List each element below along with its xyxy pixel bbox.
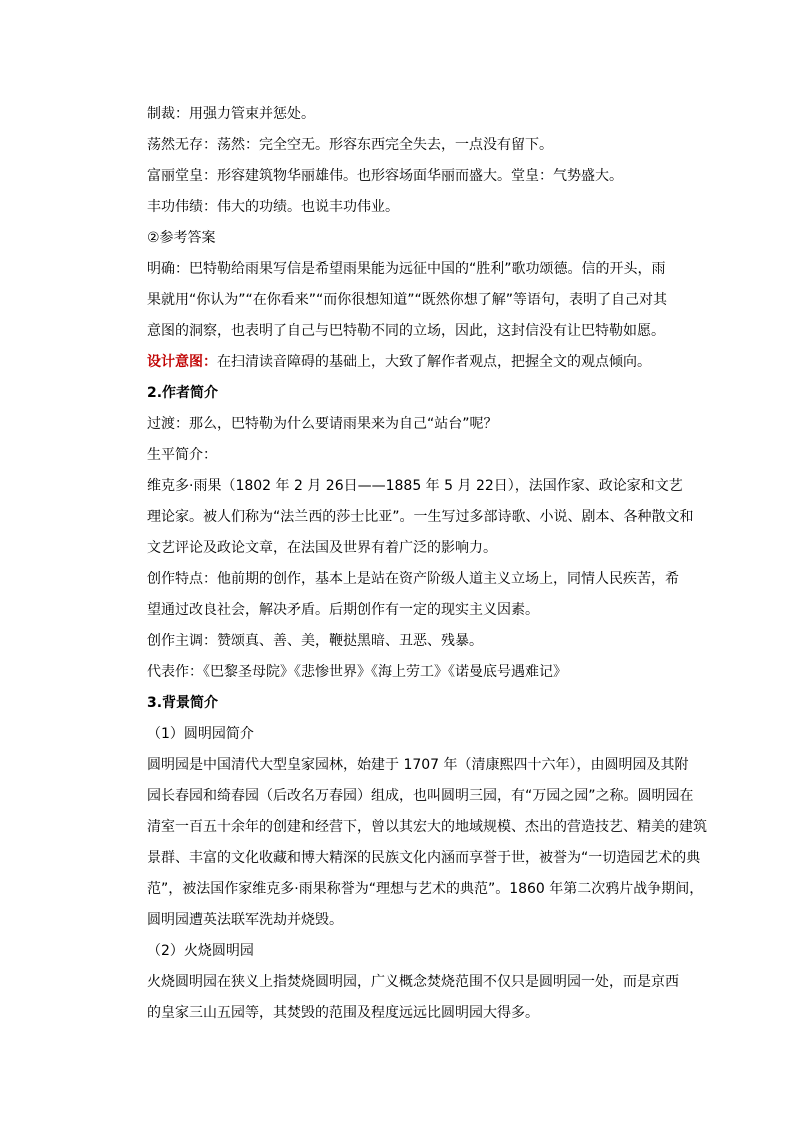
text-line: 富丽堂皇：形容建筑物华丽雄伟。也形容场面华丽而盛大。堂皇：气势盛大。 (147, 168, 623, 184)
design-intent-text: 在扫清读音障碍的基础上，大致了解作者观点，把握全文的观点倾向。 (217, 354, 651, 370)
text-line: 圆明园遭英法联军洗劫并烧毁。 (147, 912, 343, 928)
text-line: 圆明园是中国清代大型皇家园林，始建于 1707 年（清康熙四十六年），由圆明园及其附 (147, 757, 689, 773)
text-line: 意图的洞察，也表明了自己与巴特勒不同的立场，因此，这封信没有让巴特勒如愿。 (147, 323, 665, 339)
text-line: 创作主调：赞颂真、善、美，鞭挞黑暗、丑恶、残暴。 (147, 633, 483, 649)
text-line: 望通过改良社会，解决矛盾。后期创作有一定的现实主义因素。 (147, 602, 539, 618)
text-line: 代表作：《巴黎圣母院》《悲惨世界》《海上劳工》《诺曼底号遇难记》 (147, 664, 567, 680)
text-line: 创作特点：他前期的创作，基本上是站在资产阶级人道主义立场上，同情人民疾苦，希 (147, 571, 679, 587)
text-line: 范”，被法国作家维克多·雨果称誉为“理想与艺术的典范”。1860 年第二次鸦片战争期间， (147, 881, 704, 897)
text-line: 清室一百五十余年的创建和经营下，曾以其宏大的地域规模、杰出的营造技艺、精美的建筑 (147, 819, 707, 835)
text-line: 果就用“你认为”“在你看来”“而你很想知道”“既然你想了解”等语句，表明了自己对其 (147, 292, 668, 308)
text-line: 的皇家三山五园等，其焚毁的范围及程度远远比圆明园大得多。 (147, 1005, 539, 1021)
text-line: 文艺评论及政论文章，在法国及世界有着广泛的影响力。 (147, 540, 497, 556)
design-intent-label: 设计意图： (147, 354, 217, 370)
text-line: 荡然无存：荡然：完全空无。形容东西完全失去，一点没有留下。 (147, 137, 553, 153)
text-line: 火烧圆明园在狭义上指焚烧圆明园，广义概念焚烧范围不仅只是圆明园一处，而是京西 (147, 974, 679, 990)
section-heading: 2.作者简介 (147, 385, 219, 401)
text-line: ②参考答案 (147, 230, 216, 246)
text-line: 过渡：那么，巴特勒为什么要请雨果来为自己“站台”呢？ (147, 416, 498, 432)
text-line: 制裁：用强力管束并惩处。 (147, 106, 315, 122)
section-heading: 3.背景简介 (147, 695, 219, 711)
text-line: 生平简介： (147, 447, 217, 463)
design-intent (147, 353, 651, 371)
text-line: 丰功伟绩：伟大的功绩。也说丰功伟业。 (147, 199, 399, 215)
text-line: 景群、丰富的文化收藏和博大精深的民族文化内涵而享誉于世，被誉为“一切造园艺术的典 (147, 850, 701, 866)
subsection-heading: （2）火烧圆明园 (147, 943, 254, 959)
subsection-heading: （1）圆明园简介 (147, 726, 254, 742)
text-line: 园长春园和绮春园（后改名万春园）组成，也叫圆明三园，有“万园之园”之称。圆明园在 (147, 788, 694, 804)
text-line: 理论家。被人们称为“法兰西的莎士比亚”。一生写过多部诗歌、小说、剧本、各种散文和 (147, 509, 694, 525)
text-line: 维克多·雨果（1802 年 2 月 26日——1885 年 5 月 22日），法国作家、政论家和文艺 (147, 478, 683, 494)
text-line: 明确：巴特勒给雨果写信是希望雨果能为远征中国的“胜利”歌功颂德。信的开头，雨 (147, 261, 666, 277)
